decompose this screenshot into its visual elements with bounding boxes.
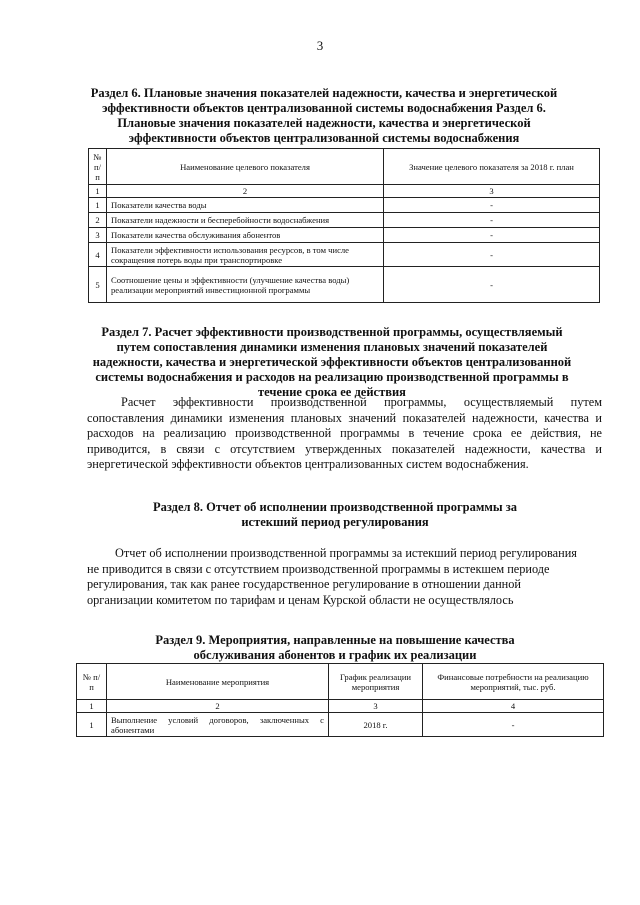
row-value: - bbox=[384, 228, 600, 243]
row-value: - bbox=[384, 267, 600, 303]
table-header-row bbox=[77, 664, 604, 700]
table-row bbox=[89, 213, 600, 228]
page-number: 3 bbox=[316, 38, 324, 53]
section9-title: Раздел 9. Мероприятия, направленные на повышение качества обслуживания абонентов и график их реализации bbox=[155, 633, 515, 662]
index-cell: 1 bbox=[89, 185, 107, 198]
index-cell: 1 bbox=[77, 700, 107, 713]
table-header-row bbox=[89, 149, 600, 185]
header-plan-value: Значение целевого показателя за 2018 г. план bbox=[384, 149, 600, 185]
table-row bbox=[89, 243, 600, 267]
row-name: Выполнение условий договоров, заключенных с абонентами bbox=[107, 713, 329, 737]
section8-body: Отчет об исполнении производственной программы за истекший период регулирования не приводится в связи с отсутствием производственной программы в истекшем периоде регулирования, так как ранее государственное регулирование в отношении данной организации комитетом по тарифам и ценам Курской области не осуществлялось bbox=[87, 546, 577, 607]
index-cell: 4 bbox=[423, 700, 604, 713]
section6-table bbox=[88, 148, 600, 303]
header-measure-name: Наименование мероприятия bbox=[107, 664, 329, 700]
section7-title: Раздел 7. Расчет эффективности производственной программы, осуществляемый путем сопоставления динамики изменения плановых значений показателей надежности, качества и энергетической эффективности объектов централизованной системы водоснабжения и расходов на реализацию производственной программы в течение срока ее действия bbox=[92, 325, 572, 399]
table-row bbox=[77, 713, 604, 737]
index-cell: 3 bbox=[384, 185, 600, 198]
table-index-row bbox=[77, 700, 604, 713]
section7-body: Расчет эффективности производственной программы, осуществляемый путем сопоставления динамики изменения плановых значений показателей надежности, качества и расходов на реализацию производственной программы в течение срока ее действия, не приводится, в связи с отсутствием утвержденных показателей надежности, качества и энергетической эффективности объектов централизованных систем водоснабжения. bbox=[87, 395, 602, 471]
index-cell: 2 bbox=[107, 185, 384, 198]
row-num: 2 bbox=[89, 213, 107, 228]
row-name: Показатели качества обслуживания абонентов bbox=[107, 228, 384, 243]
index-cell: 3 bbox=[329, 700, 423, 713]
table-index-row bbox=[89, 185, 600, 198]
table-row bbox=[89, 228, 600, 243]
header-num: № п/ п bbox=[89, 149, 107, 185]
row-value: - bbox=[384, 198, 600, 213]
header-schedule: График реализации мероприятия bbox=[329, 664, 423, 700]
row-value: - bbox=[384, 243, 600, 267]
row-num: 1 bbox=[77, 713, 107, 737]
header-num: № п/п bbox=[77, 664, 107, 700]
row-name: Показатели качества воды bbox=[107, 198, 384, 213]
row-schedule: 2018 г. bbox=[329, 713, 423, 737]
header-indicator-name: Наименование целевого показателя bbox=[107, 149, 384, 185]
row-num: 4 bbox=[89, 243, 107, 267]
section6-title: Раздел 6. Плановые значения показателей надежности, качества и энергетической эффективности объектов централизованной системы водоснабжения Раздел 6. Плановые значения показателей надежности, качества и энергетической эффективности объектов централизованной системы водоснабжения bbox=[90, 86, 558, 145]
table-row bbox=[89, 198, 600, 213]
row-value: - bbox=[384, 213, 600, 228]
section9-table bbox=[76, 663, 604, 737]
index-cell: 2 bbox=[107, 700, 329, 713]
row-name: Показатели эффективности использования ресурсов, в том числе сокращения потерь воды при транспортировке bbox=[107, 243, 384, 267]
row-name: Показатели надежности и бесперебойности водоснабжения bbox=[107, 213, 384, 228]
row-num: 5 bbox=[89, 267, 107, 303]
table-row bbox=[89, 267, 600, 303]
section8-title: Раздел 8. Отчет об исполнении производственной программы за истекший период регулирования bbox=[152, 500, 518, 529]
row-finance: - bbox=[423, 713, 604, 737]
row-num: 3 bbox=[89, 228, 107, 243]
row-num: 1 bbox=[89, 198, 107, 213]
row-name: Соотношение цены и эффективности (улучшение качества воды) реализации мероприятий инвестиционной программы bbox=[107, 267, 384, 303]
header-financial-needs: Финансовые потребности на реализацию мероприятий, тыс. руб. bbox=[423, 664, 604, 700]
